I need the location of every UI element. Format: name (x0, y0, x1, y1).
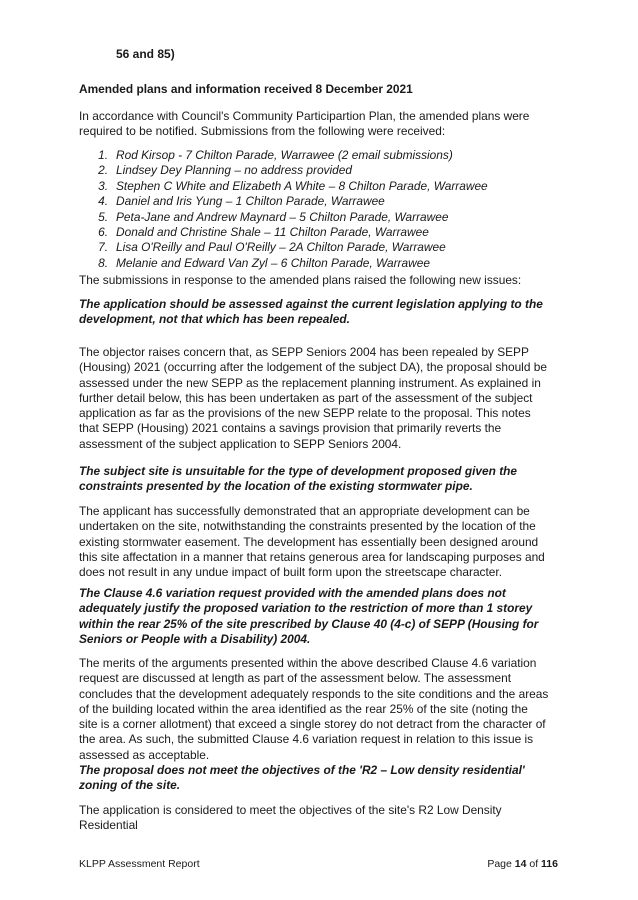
list-item: 6. Donald and Christine Shale – 11 Chilton Parade, Warrawee (98, 224, 429, 239)
footer-report-title: KLPP Assessment Report (79, 858, 200, 870)
footer-page-number: Page 14 of 116 (487, 858, 558, 870)
submissions-list (79, 148, 488, 271)
list-item: 8. Melanie and Edward Van Zyl – 6 Chilton Parade, Warrawee (98, 255, 430, 270)
issue-heading-clause-4-6: The Clause 4.6 variation request provided with the amended plans does not adequately justify the proposed variation to the restriction of more than 1 storey within the rear 25% of the site prescribed by Clause 40 (4-c) of SEPP (Housing for Seniors or People with a Disability) 2004. (79, 586, 539, 646)
new-issues-intro: The submissions in response to the amended plans raised the following new issues: (79, 273, 522, 287)
issue-response-r2-zoning: The application is considered to meet the objectives of the site's R2 Low Density Residential (79, 803, 502, 833)
list-item: 5. Peta-Jane and Andrew Maynard – 5 Chilton Parade, Warrawee (98, 209, 449, 224)
issue-heading-stormwater: The subject site is unsuitable for the type of development proposed given the constraints presented by the location of the existing stormwater pipe. (79, 464, 518, 494)
continuation-text: 56 and 85) (116, 47, 175, 61)
issue-response-legislation: The objector raises concern that, as SEPP Seniors 2004 has been repealed by SEPP (Housing) 2021 (occurring after the lodgement of the subject DA), the proposal should be assessed under the new SEPP as the replacement planning instrument. As explained in further detail below, this has been undertaken as part of the assessment of the subject application as far as the provisions of the new SEPP relate to the proposal. This notes that SEPP (Housing) 2021 contains a savings provision that primarily reverts the assessment of the subject application to SEPP Seniors 2004. (79, 345, 547, 451)
issue-heading-legislation: The application should be assessed against the current legislation applying to the development, not that which has been repealed. (79, 297, 543, 327)
list-item: 3. Stephen C White and Elizabeth A White – 8 Chilton Parade, Warrawee (98, 178, 488, 193)
list-item: 1. Rod Kirsop - 7 Chilton Parade, Warrawee (2 email submissions) (98, 148, 453, 162)
issue-heading-r2-zoning: The proposal does not meet the objectives of the 'R2 – Low density residential' zoning of the site. (79, 763, 525, 793)
list-item: 4. Daniel and Iris Yung – 1 Chilton Parade, Warrawee (98, 194, 385, 209)
list-item: 2. Lindsey Dey Planning – no address provided (98, 163, 352, 178)
issue-response-stormwater: The applicant has successfully demonstrated that an appropriate development can be undertaken on the site, notwithstanding the constraints presented by the location of the existing stormwater easement. The development has essentially been designed around this site affectation in a manner that retains generous area for landscaping purposes and does not result in any undue impact of built form upon the streetscape character. (79, 504, 545, 580)
issue-response-clause-4-6: The merits of the arguments presented within the above described Clause 4.6 variation request are discussed at length as part of the assessment below. The assessment concludes that the development adequately responds to the site conditions and the areas of the building located within the area identified as the rear 25% of the site (noting the site is a corner allotment) that exceed a single storey do not detract from the character of the area. As such, the submitted Clause 4.6 variation request in relation to this issue is assessed as acceptable. (79, 656, 549, 762)
intro-paragraph: In accordance with Council's Community Participartion Plan, the amended plans were required to be notified. Submissions from the following were received: (79, 109, 530, 139)
list-item: 7. Lisa O'Reilly and Paul O'Reilly – 2A Chilton Parade, Warrawee (98, 240, 446, 255)
amended-plans-heading: Amended plans and information received 8 December 2021 (79, 82, 413, 96)
